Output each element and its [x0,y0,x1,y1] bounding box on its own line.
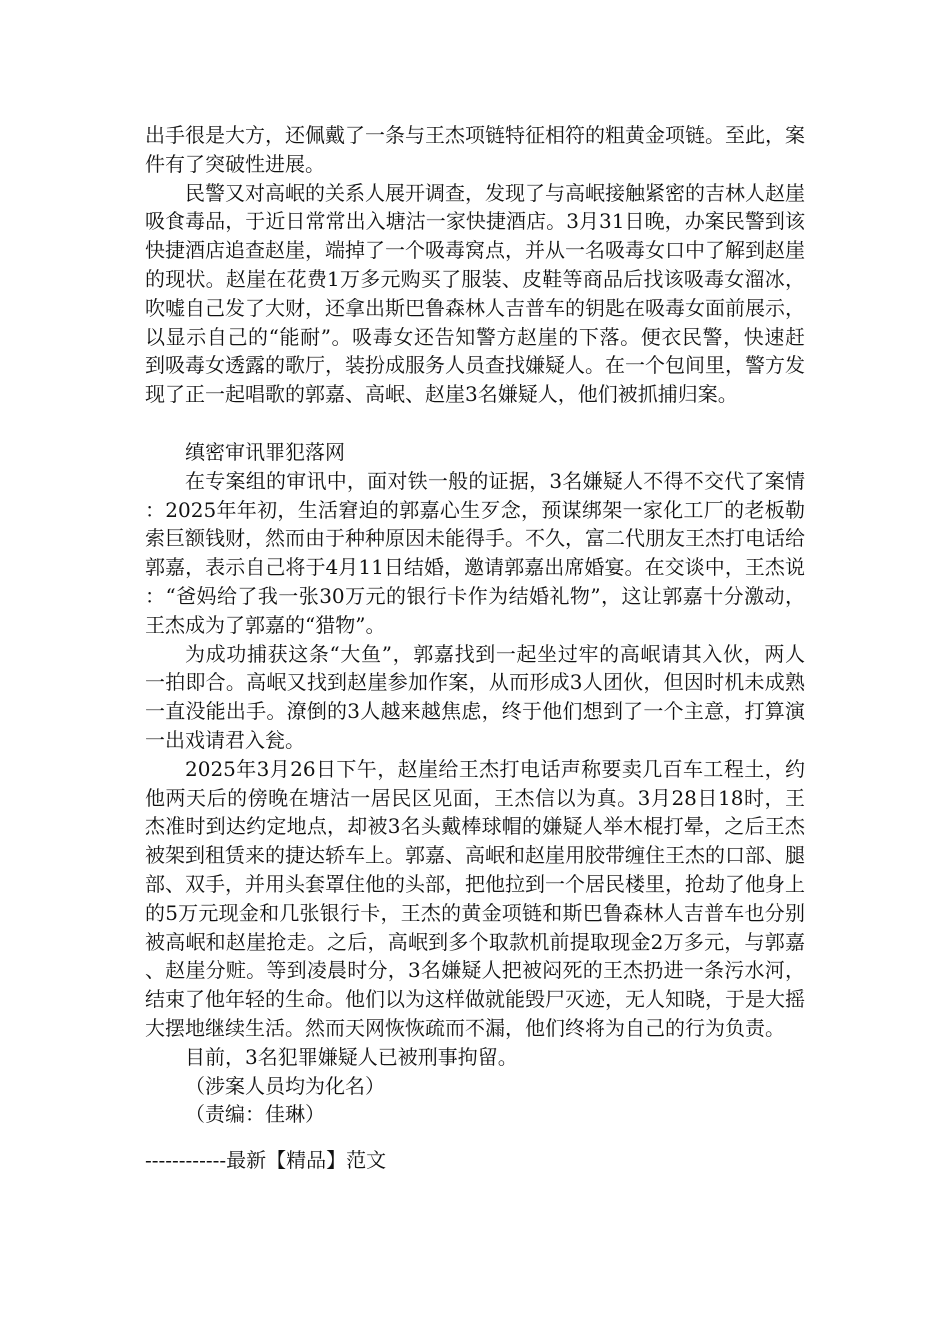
paragraph-accomplices: 为成功捕获这条“大鱼”，郭嘉找到一起坐过牢的高岷请其入伙，两人一拍即合。高岷又找到赵崖参加作案，从而形成3人团伙，但因时机未成熟一直没能出手。潦倒的3人越来越焦虑，终于他们想到了一个主意，打算演一出戏请君入瓮。 [145,641,805,752]
paragraph-detention: 目前，3名犯罪嫌疑人已被刑事拘留。 [185,1044,518,1069]
page-footer: ------------最新【精品】范文 [145,1148,387,1172]
article-body [145,121,805,1129]
note-pseudonyms: （涉案人员均为化名） [185,1073,385,1098]
paragraph-interrogation: 在专案组的审讯中，面对铁一般的证据，3名嫌疑人不得不交代了案情：2025年年初，生活窘迫的郭嘉心生歹念，预谋绑架一家化工厂的老板勒索巨额钱财，然而由于种种原因未能得手。不久，富二代朋友王杰打电话给郭嘉，表示自己将于4月11日结婚，邀请郭嘉出席婚宴。在交谈中，王杰说：“爸妈给了我一张30万元的银行卡作为结婚礼物”，这让郭嘉十分激动，王杰成为了郭嘉的“猎物”。 [145,468,805,637]
section-heading: 缜密审讯罪犯落网 [185,439,345,464]
paragraph-crime-details: 2025年3月26日下午，赵崖给王杰打电话声称要卖几百车工程土，约他两天后的傍晚在塘沽一居民区见面，王杰信以为真。3月28日18时，王杰准时到达约定地点，却被3名头戴棒球帽的嫌疑人举木棍打晕，之后王杰被架到租赁来的捷达轿车上。郭嘉、高岷和赵崖用胶带缠住王杰的口部、腿部、双手，并用头套罩住他的头部，把他拉到一个居民楼里，抢劫了他身上的5万元现金和几张银行卡，王杰的黄金项链和斯巴鲁森林人吉普车也分别被高岷和赵崖抢走。之后，高岷到多个取款机前提取现金2万多元，与郭嘉、赵崖分赃。等到凌晨时分，3名嫌疑人把被闷死的王杰扔进一条污水河，结束了他年轻的生命。他们以为这样做就能毁尸灭迹，无人知晓，于是大摇大摆地继续生活。然而天网恢恢疏而不漏，他们终将为自己的行为负责。 [145,756,805,1040]
paragraph-case-breakthrough: 出手很是大方，还佩戴了一条与王杰项链特征相符的粗黄金项链。至此，案件有了突破性进展。 [145,123,805,176]
paragraph-investigation: 民警又对高岷的关系人展开调查，发现了与高岷接触紧密的吉林人赵崖吸食毒品，于近日常常出入塘沽一家快捷酒店。3月31日晚，办案民警到该快捷酒店追查赵崖，端掉了一个吸毒窝点，并从一名吸毒女口中了解到赵崖的现状。赵崖在花费1万多元购买了服装、皮鞋等商品后找该吸毒女溜冰，吹嘘自己发了大财，还拿出斯巴鲁森林人吉普车的钥匙在吸毒女面前展示，以显示自己的“能耐”。吸毒女还告知警方赵崖的下落。便衣民警，快速赶到吸毒女透露的歌厅，装扮成服务人员查找嫌疑人。在一个包间里，警方发现了正一起唱歌的郭嘉、高岷、赵崖3名嫌疑人，他们被抓捕归案。 [145,180,805,407]
note-editor: （责编：佳琳） [185,1102,325,1127]
